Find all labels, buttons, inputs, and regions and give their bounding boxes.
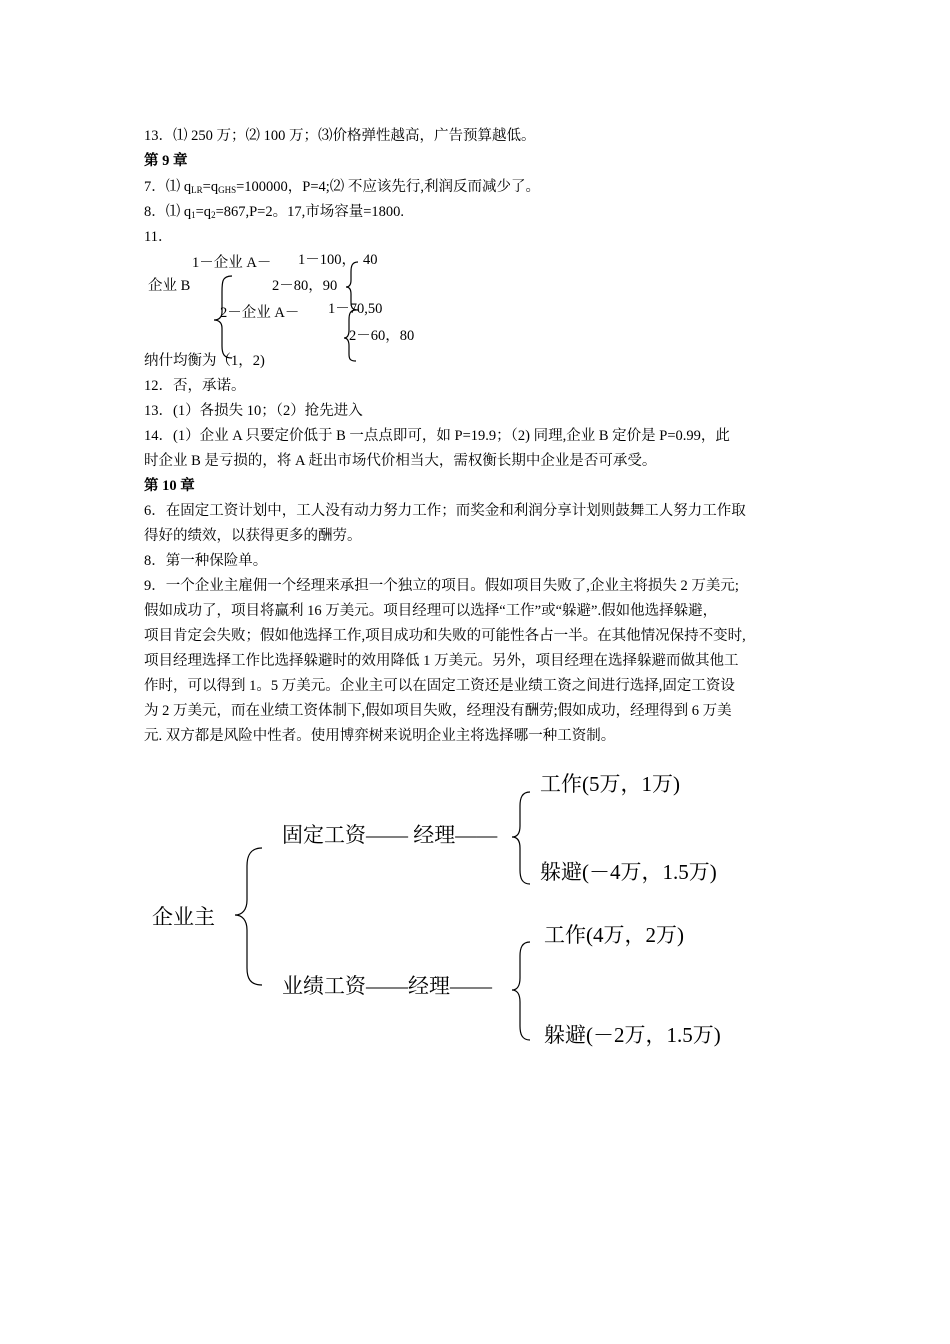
tree1-root: 企业 B — [148, 278, 191, 294]
answer-14-line1: 14．(1）企业 A 只要定价低于 B 一点点即可，如 P=19.9；（2) 同理,企业 B 定价是 P=0.99，此 — [144, 428, 730, 444]
chapter-9-heading: 第 9 章 — [144, 153, 188, 169]
tree2-work-1: 工作(5万，1万) — [540, 772, 680, 796]
tree1-brace-2 — [344, 310, 356, 361]
tree1-node-a2: 2－企业 A－ — [220, 305, 300, 321]
answer-14-line2: 时企业 B 是亏损的，将 A 赶出市场代价相当大，需权衡长期中企业是否可承受。 — [144, 453, 657, 469]
question-9-line5: 作时，可以得到 1。5 万美元。企业主可以在固定工资还是业绩工资之间进行选择,固定工资设 — [144, 678, 735, 694]
answer-6-line1: 6．在固定工资计划中，工人没有动力努力工作；而奖金和利润分享计划则鼓舞工人努力工作取 — [144, 503, 746, 519]
tree1-nash: 纳什均衡为（1，2) — [144, 353, 265, 369]
tree2-root: 企业主 — [152, 905, 215, 929]
tree1-brace-1 — [346, 262, 358, 310]
tree2-shirk-2: 躲避(－2万，1.5万) — [544, 1023, 721, 1047]
tree1-brace-root — [214, 276, 232, 358]
question-9-line6: 为 2 万美元，而在业绩工资体制下,假如项目失败，经理没有酬劳;假如成功，经理得到 6 万美 — [144, 703, 732, 719]
answer-13-ch8: 13．⑴ 250 万；⑵ 100 万；⑶价格弹性越高，广告预算越低。 — [144, 128, 536, 144]
question-9-line4: 项目经理选择工作比选择躲避时的效用降低 1 万美元。另外，项目经理在选择躲避而做其他工 — [144, 653, 739, 669]
tree2-shirk-1: 躲避(－4万，1.5万) — [540, 860, 717, 884]
answer-8-ch10: 8．第一种保险单。 — [144, 553, 268, 569]
tree2-work-2: 工作(4万，2万) — [544, 923, 684, 947]
tree1-payoff-1: 1－100， — [298, 252, 356, 268]
tree1-node-a1: 1－企业 A－ — [192, 255, 272, 271]
question-9-line7: 元. 双方都是风险中性者。使用博弈树来说明企业主将选择哪一种工资制。 — [144, 728, 616, 744]
tree1-payoff-4: 2－60，80 — [349, 328, 415, 344]
tree2-brace-fixed — [512, 792, 530, 884]
tree1-payoff-1b: 40 — [363, 252, 378, 268]
tree2-brace-root — [235, 848, 262, 985]
tree2-fixed-wage: 固定工资—— 经理—— — [282, 823, 498, 847]
question-9-line2: 假如成功了，项目将赢利 16 万美元。项目经理可以选择“工作”或“躲避”.假如他选择躲避， — [144, 603, 718, 619]
tree2-performance-wage: 业绩工资——经理—— — [282, 974, 492, 998]
answer-11: 11． — [144, 229, 173, 245]
answer-13: 13．(1）各损失 10；（2）抢先进入 — [144, 403, 363, 419]
chapter-10-heading: 第 10 章 — [144, 478, 195, 494]
answer-8: 8．⑴ $q_1=q_2=867,P=2$。17,市场容量=1800. — [144, 204, 405, 220]
answer-7: 7．⑴ $q_{LR}=q_{GHS}=100000$，P=4;⑵ 不应该先行,利润反而减少了。 — [144, 179, 541, 195]
tree1-payoff-3: 1－70,50 — [328, 301, 383, 317]
tree1-payoff-2: 2－80，90 — [272, 278, 338, 294]
question-9-line1: 9．一个企业主雇佣一个经理来承担一个独立的项目。假如项目失败了,企业主将损失 2 万美元; — [144, 578, 739, 594]
question-9-line3: 项目肯定会失败；假如他选择工作,项目成功和失败的可能性各占一半。在其他情况保持不变时, — [144, 628, 746, 644]
tree2-brace-perf — [512, 942, 530, 1040]
answer-6-line2: 得好的绩效，以获得更多的酬劳。 — [144, 528, 362, 544]
answer-12: 12．否，承诺。 — [144, 378, 246, 394]
